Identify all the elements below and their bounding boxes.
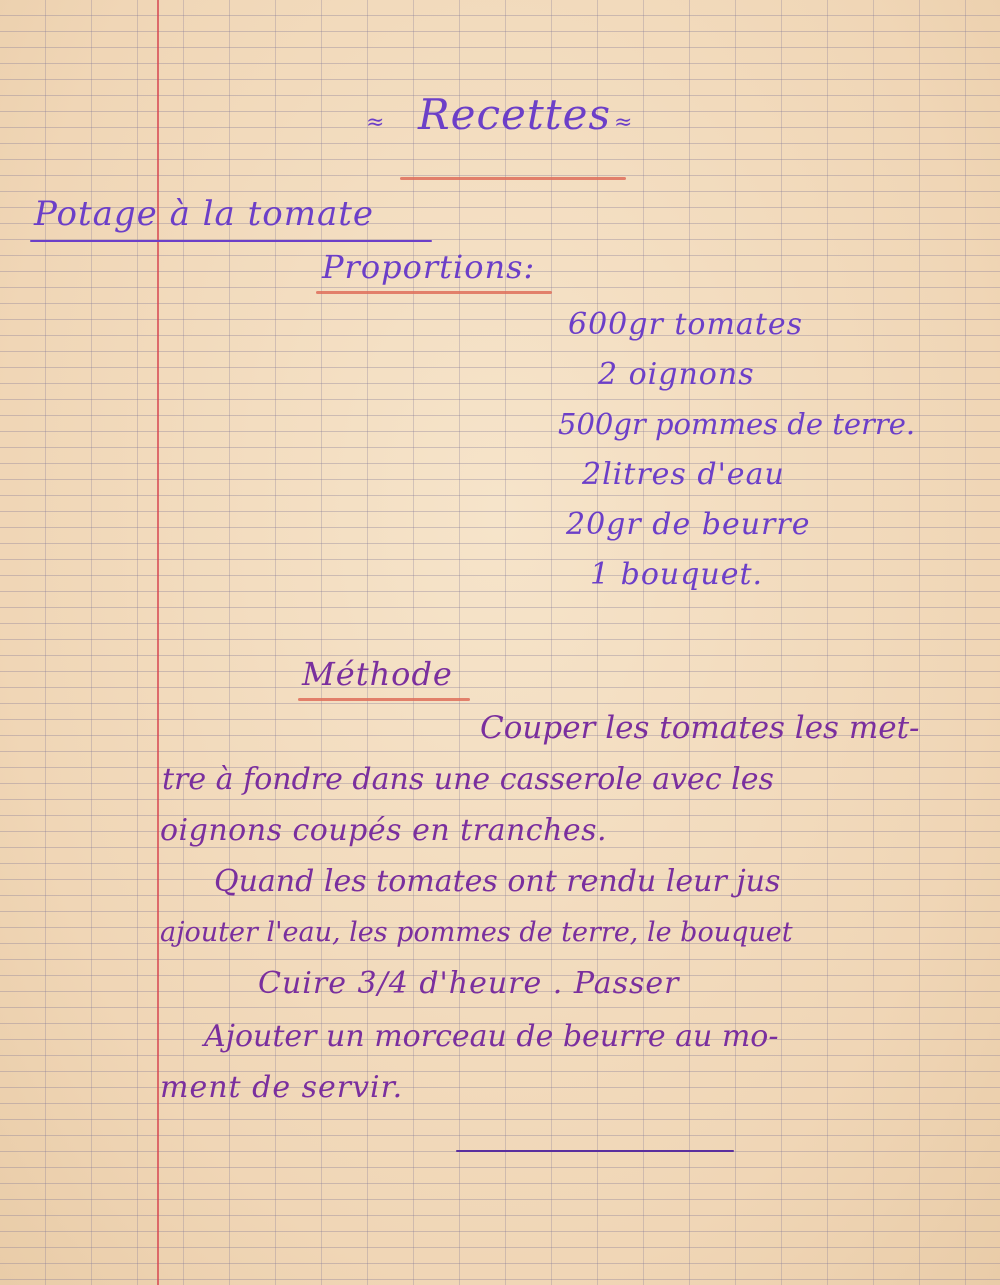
title-ornament-right: ≈: [614, 110, 634, 135]
method-line: oignons coupés en tranches.: [160, 813, 608, 848]
method-line: Ajouter un morceau de beurre au mo-: [204, 1019, 779, 1054]
method-underline: [298, 698, 470, 701]
recipe-name-underline: [30, 240, 432, 242]
method-line: ment de servir.: [160, 1070, 404, 1105]
ingredient-item: 1 bouquet.: [590, 557, 764, 592]
ingredient-item: 600gr tomates: [568, 307, 803, 342]
title-ornament-left: ≈: [366, 110, 386, 135]
ingredient-item: 20gr de beurre: [566, 507, 811, 542]
proportions-underline: [316, 291, 552, 294]
ingredient-item: 2 oignons: [598, 357, 755, 392]
method-line: Cuire 3/4 d'heure . Passer: [258, 966, 680, 1001]
method-line: Quand les tomates ont rendu leur jus: [214, 864, 781, 899]
method-heading: Méthode: [302, 655, 453, 693]
closing-rule: [456, 1150, 734, 1152]
ingredient-item: 500gr pommes de terre.: [558, 407, 916, 441]
ingredient-item: 2litres d'eau: [582, 457, 785, 492]
proportions-heading: Proportions:: [322, 248, 536, 286]
recipe-name: Potage à la tomate: [34, 194, 375, 234]
title-underline: [400, 177, 626, 180]
method-line: ajouter l'eau, les pommes de terre, le bouquet: [160, 917, 793, 948]
notebook-margin-line: [157, 0, 159, 1285]
page-title: Recettes: [418, 90, 612, 139]
method-line: Couper les tomates les met-: [480, 710, 920, 746]
method-line: tre à fondre dans une casserole avec les: [162, 762, 774, 797]
